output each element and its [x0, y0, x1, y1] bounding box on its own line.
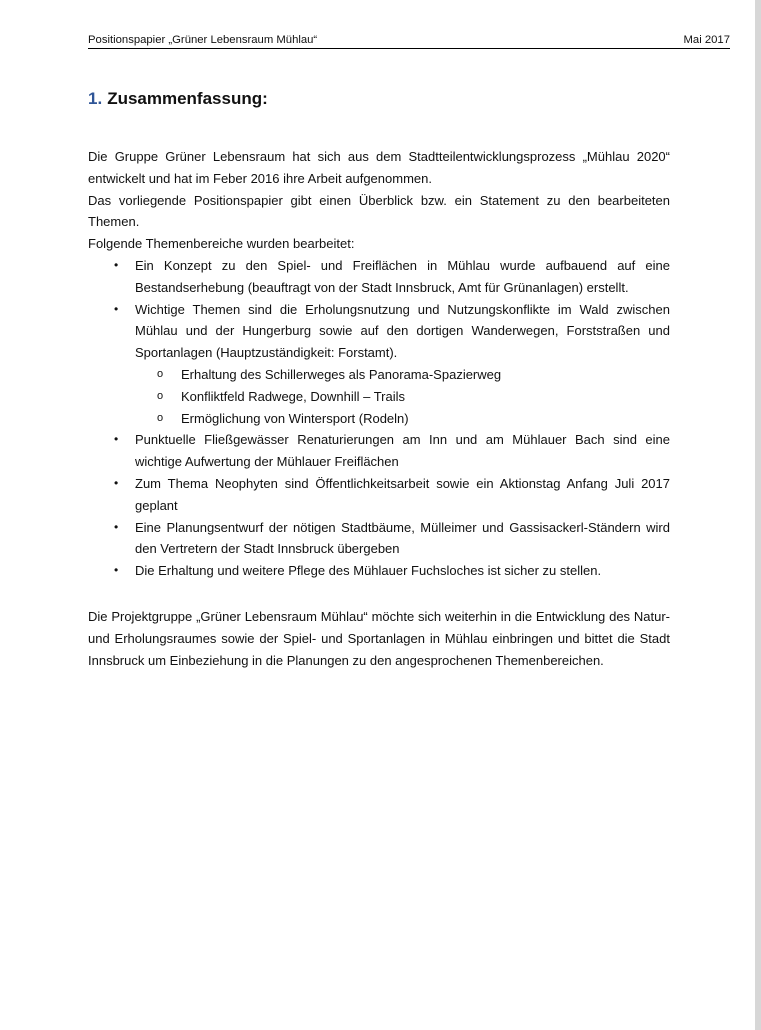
list-item: [88, 299, 670, 430]
sub-list-item-text: Konfliktfeld Radwege, Downhill – Trails: [181, 388, 405, 404]
topics-intro: Folgende Themenbereiche wurden bearbeitet:: [88, 236, 355, 252]
circle-bullet-icon: o: [157, 411, 164, 424]
list-item-text: Eine Planungsentwurf der nötigen Stadtbäume, Mülleimer und Gassisackerl-Ständern wird den Vertretern der Stadt Innsbruck übergeben: [135, 519, 670, 557]
bullet-icon: •: [114, 432, 119, 447]
list-item-text: Ein Konzept zu den Spiel- und Freiflächen in Mühlau wurde aufbauend auf eine Bestandserhebung (beauftragt von der Stadt Innsbruck, Amt für Grünanlagen) erstellt.: [135, 257, 670, 295]
sub-list-item: [135, 408, 670, 430]
bullet-icon: •: [114, 475, 119, 490]
section-number: 1.: [88, 89, 103, 108]
page-content: [88, 87, 670, 671]
bullet-icon: •: [114, 519, 119, 534]
bullet-icon: •: [114, 301, 119, 316]
sub-list-item-text: Erhaltung des Schillerweges als Panorama-Spazierweg: [181, 366, 502, 382]
list-item: [88, 560, 670, 582]
list-item: [88, 255, 670, 299]
bullet-icon: •: [114, 563, 119, 578]
section-heading: [88, 87, 670, 111]
sub-list-item: [135, 386, 670, 408]
header-date: Mai 2017: [683, 34, 730, 46]
overview-paragraph: Das vorliegende Positionspapier gibt einen Überblick bzw. ein Statement zu den bearbeiteten Themen.: [88, 192, 670, 230]
list-item-text: Wichtige Themen sind die Erholungsnutzung und Nutzungskonflikte im Wald zwischen Mühlau und der Hungerburg sowie auf den dortigen Wanderwegen, Forststraßen und Sportanlagen (Hauptzuständigkeit: Forstamt).: [135, 301, 670, 361]
list-item: [88, 473, 670, 517]
circle-bullet-icon: o: [157, 367, 164, 380]
section-title: Zusammenfassung:: [107, 89, 268, 108]
circle-bullet-icon: o: [157, 389, 164, 402]
header-title: Positionspapier „Grüner Lebensraum Mühlau“: [88, 34, 318, 46]
list-item-text: Die Erhaltung und weitere Pflege des Mühlauer Fuchsloches ist sicher zu stellen.: [135, 563, 602, 579]
list-item-text: Punktuelle Fließgewässer Renaturierungen am Inn und am Mühlauer Bach sind eine wichtige Aufwertung der Mühlauer Freiflächen: [135, 432, 670, 470]
list-item: [88, 517, 670, 561]
sub-list: [135, 364, 670, 429]
page-header: [88, 33, 730, 49]
topics-list: [88, 255, 670, 582]
closing-paragraph: Die Projektgruppe „Grüner Lebensraum Mühlau“ möchte sich weiterhin in die Entwicklung des Natur- und Erholungsraumes sowie der Spiel- und Sportanlagen in Mühlau einbringen und bittet die Stadt Innsbruck um Einbeziehung in die Planungen zu den angesprochenen Themenbereichen.: [88, 608, 670, 668]
bullet-icon: •: [114, 257, 119, 272]
sub-list-item: [135, 364, 670, 386]
vertical-scrollbar[interactable]: [755, 0, 761, 1030]
intro-paragraph: Die Gruppe Grüner Lebensraum hat sich aus dem Stadtteilentwicklungsprozess „Mühlau 2020“ entwickelt und hat im Feber 2016 ihre Arbeit aufgenommen.: [88, 149, 670, 186]
sub-list-item-text: Ermöglichung von Wintersport (Rodeln): [181, 410, 409, 426]
list-item-text: Zum Thema Neophyten sind Öffentlichkeitsarbeit sowie ein Aktionstag Anfang Juli 2017 geplant: [135, 475, 670, 513]
list-item: [88, 429, 670, 473]
